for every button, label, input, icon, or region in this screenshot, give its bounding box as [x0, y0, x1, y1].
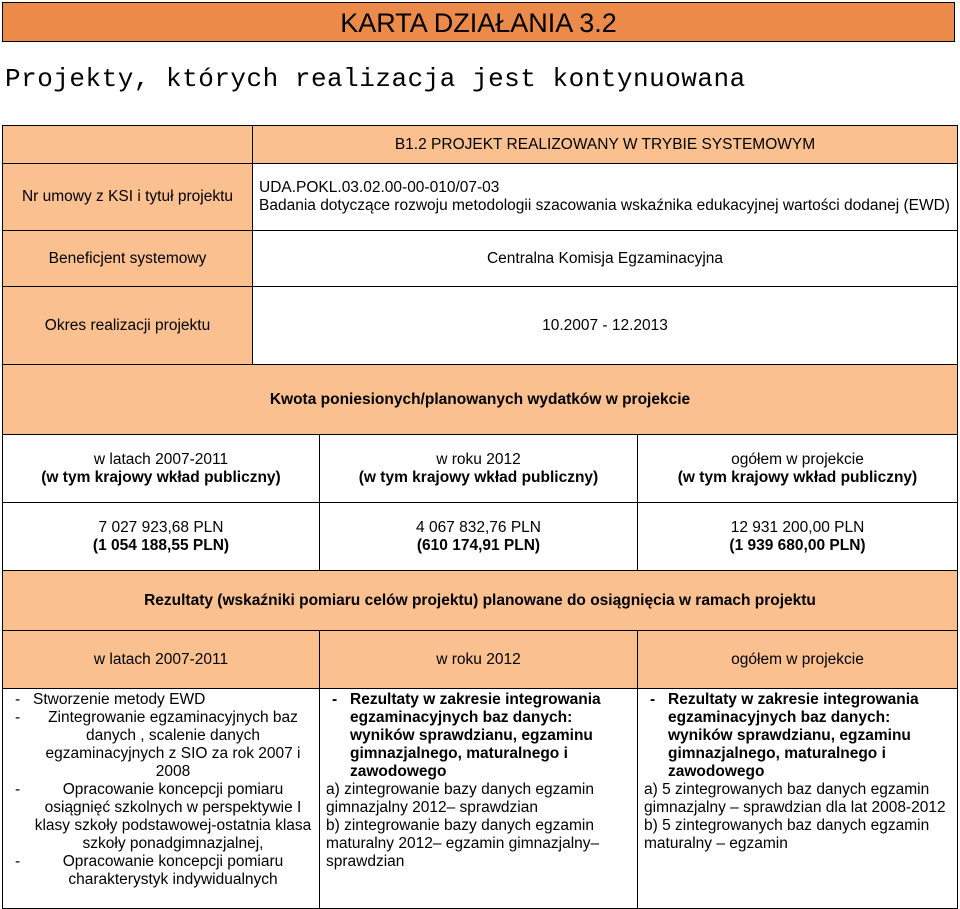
project-table [2, 125, 958, 909]
costs-col-2012 [320, 435, 638, 503]
costs-col-2007-2011 [3, 435, 320, 503]
list-item: a) 5 zintegrowanych baz danych egzamin gimnazjalny – sprawdzian dla lat 2008-2012 [644, 781, 946, 816]
beneficiary-value: Centralna Komisja Egzaminacyjna [253, 231, 958, 287]
period-row [3, 287, 958, 365]
costs-values-row [3, 503, 958, 571]
costs-header-row [3, 435, 958, 503]
costs-heading-row [3, 365, 958, 435]
list-item: b) 5 zintegrowanych baz danych egzamin maturalny – egzamin [644, 817, 930, 852]
page-subtitle: Projekty, których realizacja jest kontynuowana [5, 64, 746, 94]
costs-public-amount: (610 174,91 PLN) [416, 536, 541, 554]
costs-col-sublabel: (w tym krajowy wkład publiczny) [677, 468, 918, 486]
costs-amount: 7 027 923,68 PLN [98, 518, 224, 536]
results-col-total: ogółem w projekcie [638, 631, 958, 689]
results-col-2007-2011: w latach 2007-2011 [3, 631, 320, 689]
costs-col-label: w roku 2012 [436, 450, 521, 468]
costs-value-2012 [320, 503, 638, 571]
costs-col-total [638, 435, 958, 503]
contract-row [3, 164, 958, 231]
card-banner [2, 2, 955, 42]
costs-value-2007-2011 [3, 503, 320, 571]
contract-value-cell [253, 164, 958, 231]
results-list-2007-2011 [3, 689, 320, 909]
results-heading: Rezultaty (wskaźniki pomiaru celów projektu) planowane do osiągnięcia w ramach projektu [3, 571, 958, 631]
costs-public-amount: (1 054 188,55 PLN) [92, 536, 230, 554]
results-list-total [638, 689, 958, 909]
costs-col-label: w latach 2007-2011 [93, 450, 229, 468]
list-item: - Zintegrowanie egzaminacyjnych baz danych , scalenie danych egzaminacyjnych z SIO za rok 2007 i 2008 [9, 709, 313, 781]
results-heading-row [3, 571, 958, 631]
results-col-2012: w roku 2012 [320, 631, 638, 689]
results-header-row [3, 631, 958, 689]
contract-label: Nr umowy z KSI i tytuł projektu [3, 164, 253, 231]
costs-amount: 4 067 832,76 PLN [416, 518, 541, 536]
beneficiary-row [3, 231, 958, 287]
list-item: - Rezultaty w zakresie integrowania egzaminacyjnych baz danych: wyników sprawdzianu, egzaminu gimnazjalnego, maturalnego i zawodowego [326, 691, 631, 781]
period-value: 10.2007 - 12.2013 [253, 287, 958, 365]
costs-heading: Kwota poniesionych/planowanych wydatków w projekcie [3, 365, 958, 435]
results-list-2012 [320, 689, 638, 909]
results-values-row [3, 689, 958, 909]
period-label: Okres realizacji projektu [3, 287, 253, 365]
costs-public-amount: (1 939 680,00 PLN) [729, 536, 866, 554]
costs-col-label: ogółem w projekcie [731, 450, 864, 468]
list-item: - Rezultaty w zakresie integrowania egzaminacyjnych baz danych: wyników sprawdzianu, egzaminu gimnazjalnego, maturalnego i zawodowego [644, 691, 951, 781]
contract-number: UDA.POKL.03.02.00-00-010/07-03 [259, 179, 500, 196]
mode-row [3, 126, 958, 164]
list-item: - Stworzenie metody EWD [9, 691, 313, 709]
beneficiary-label: Beneficjent systemowy [3, 231, 253, 287]
list-item: - Opracowanie koncepcji pomiaru charakterystyk indywidualnych [9, 853, 313, 889]
costs-value-total [638, 503, 958, 571]
mode-title: B1.2 PROJEKT REALIZOWANY W TRYBIE SYSTEMOWYM [253, 126, 958, 164]
costs-col-sublabel: (w tym krajowy wkład publiczny) [41, 468, 281, 486]
list-item: - Opracowanie koncepcji pomiaru osiągnięć szkolnych w perspektywie I klasy szkoły podstawowej-ostatnia klasa szkoły ponadgimnazjalnej, [9, 781, 313, 853]
list-item: b) zintegrowanie bazy danych egzamin maturalny 2012– egzamin gimnazjalny– sprawdzian [326, 817, 600, 870]
costs-amount: 12 931 200,00 PLN [730, 518, 865, 536]
contract-title: Badania dotyczące rozwoju metodologii szacowania wskaźnika edukacyjnej wartości dodanej (EWD) [259, 197, 950, 214]
card-title: KARTA DZIAŁANIA 3.2 [340, 8, 617, 38]
list-item: a) zintegrowanie bazy danych egzamin gimnazjalny 2012– sprawdzian [326, 781, 594, 816]
costs-col-sublabel: (w tym krajowy wkład publiczny) [358, 468, 599, 486]
mode-empty-cell [3, 126, 253, 164]
